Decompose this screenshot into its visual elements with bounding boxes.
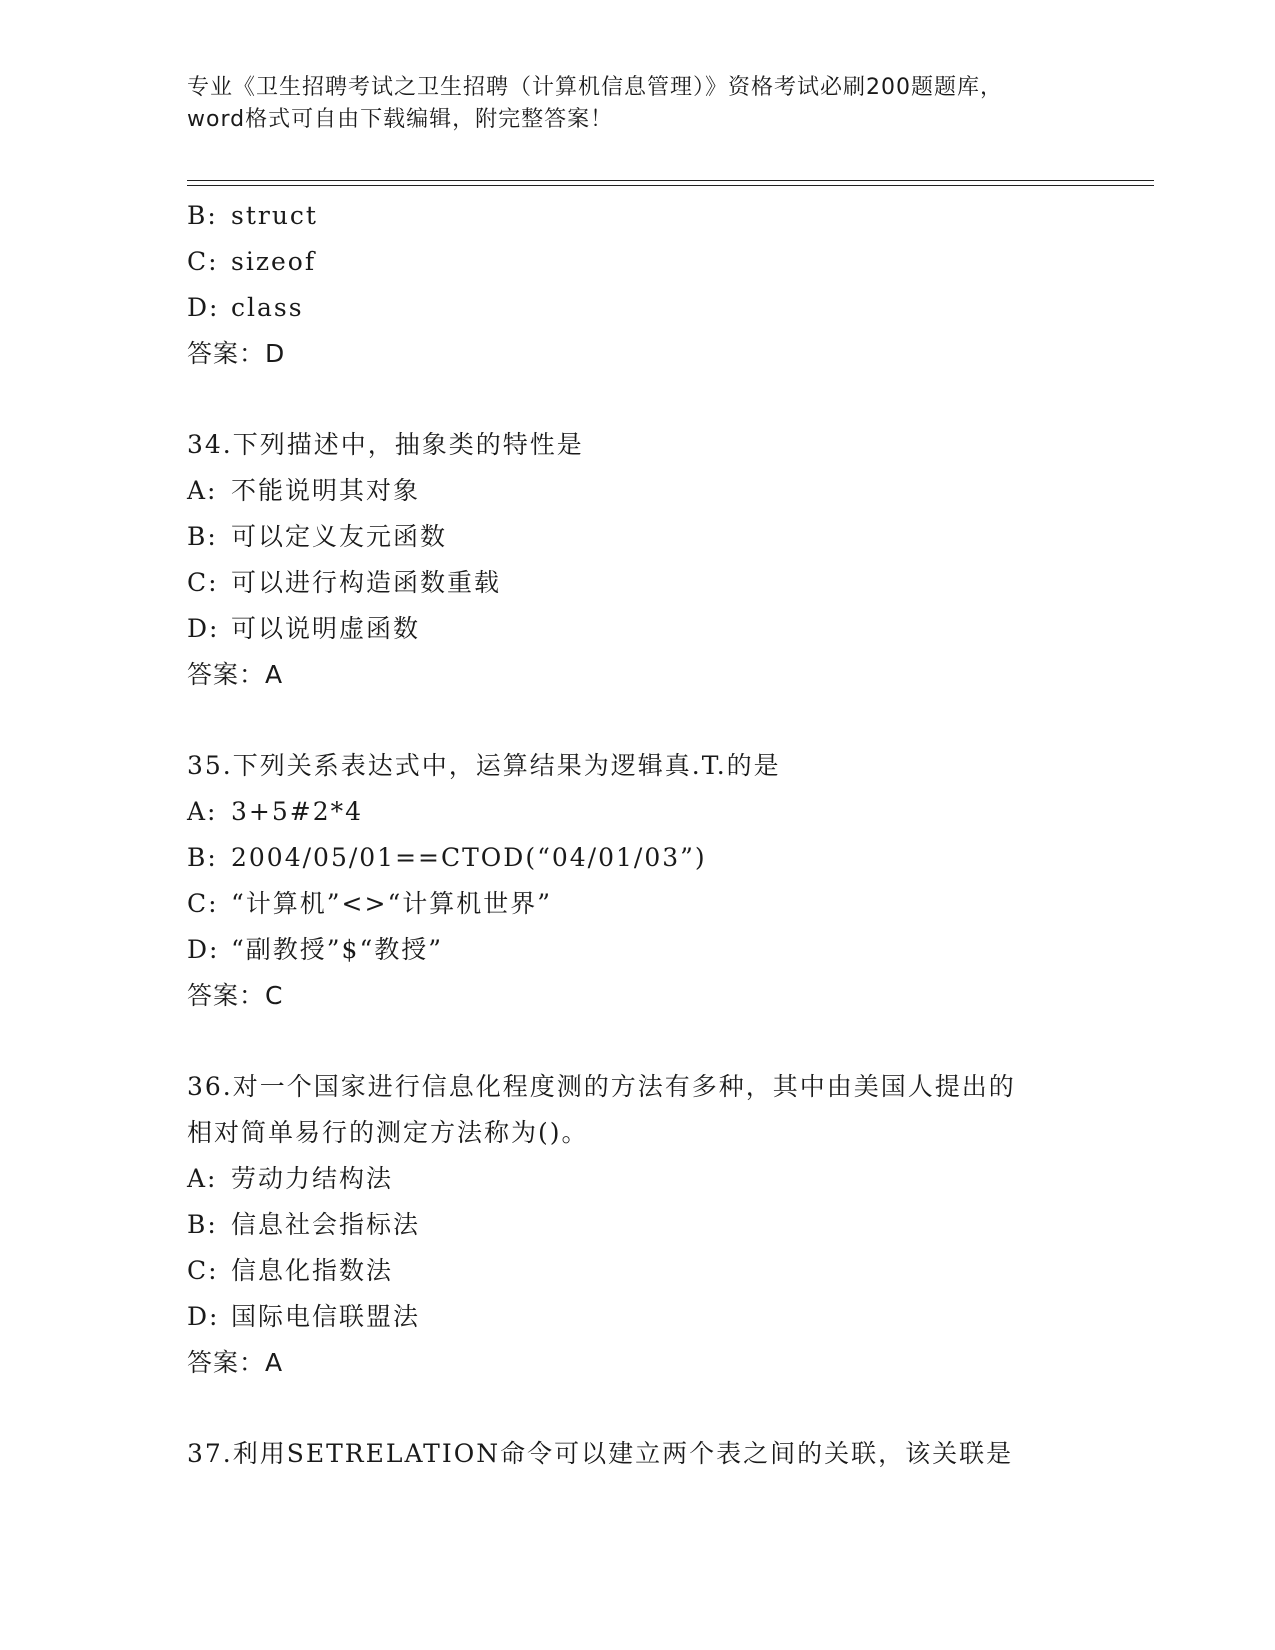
answer-line: 答案：A xyxy=(187,1348,284,1377)
option-text: 可以进行构造函数重载 xyxy=(231,568,502,597)
answer-line: 答案：A xyxy=(187,660,284,689)
option-line xyxy=(187,789,1167,835)
option-line xyxy=(187,239,1167,285)
option-line xyxy=(187,927,1167,973)
option-label: A: xyxy=(187,476,218,505)
option-line xyxy=(187,835,1167,881)
option-line xyxy=(187,560,1167,606)
option-label: B: xyxy=(187,522,218,551)
option-label: C: xyxy=(187,1256,219,1285)
option-text: 可以定义友元函数 xyxy=(231,522,448,551)
option-label: B: xyxy=(187,1210,218,1239)
option-text: class xyxy=(231,293,304,322)
header-divider-top xyxy=(187,180,1154,181)
header-line-2: word格式可自由下载编辑，附完整答案！ xyxy=(187,107,614,132)
option-line xyxy=(187,468,1167,514)
option-label: C: xyxy=(187,568,219,597)
option-text: 信息化指数法 xyxy=(231,1256,394,1285)
option-label: D: xyxy=(187,293,220,322)
option-text: “副教授”$“教授” xyxy=(231,935,444,964)
question-stem: 37.利用SETRELATION命令可以建立两个表之间的关联，该关联是 xyxy=(187,1439,1014,1468)
option-text: 3+5#2*4 xyxy=(231,797,364,826)
option-line xyxy=(187,1202,1167,1248)
option-line xyxy=(187,1294,1167,1340)
option-text: sizeof xyxy=(231,247,317,276)
option-text: “计算机”<>“计算机世界” xyxy=(231,889,553,918)
option-label: B: xyxy=(187,201,218,230)
option-text: 不能说明其对象 xyxy=(231,476,421,505)
option-label: A: xyxy=(187,797,218,826)
option-text: 可以说明虚函数 xyxy=(231,614,421,643)
question-block-35 xyxy=(187,743,1167,1019)
question-stem: 34.下列描述中，抽象类的特性是 xyxy=(187,430,584,459)
question-list xyxy=(187,193,1167,1477)
option-label: C: xyxy=(187,247,219,276)
option-label: B: xyxy=(187,843,218,872)
option-line xyxy=(187,193,1167,239)
option-label: C: xyxy=(187,889,219,918)
option-line xyxy=(187,285,1167,331)
option-text: 信息社会指标法 xyxy=(231,1210,421,1239)
option-line xyxy=(187,1156,1167,1202)
option-label: D: xyxy=(187,935,220,964)
option-line xyxy=(187,1248,1167,1294)
document-header xyxy=(187,72,1087,136)
question-block-36 xyxy=(187,1064,1167,1386)
question-stem-continued: 相对简单易行的测定方法称为()。 xyxy=(187,1118,589,1147)
option-line xyxy=(187,514,1167,560)
option-text: struct xyxy=(231,201,318,230)
option-line xyxy=(187,606,1167,652)
header-line-1: 专业《卫生招聘考试之卫生招聘（计算机信息管理）》资格考试必刷200题题库， xyxy=(187,75,1003,100)
question-block-34 xyxy=(187,422,1167,698)
option-text: 劳动力结构法 xyxy=(231,1164,394,1193)
option-label: D: xyxy=(187,1302,220,1331)
header-divider-bottom xyxy=(187,185,1154,186)
option-label: A: xyxy=(187,1164,218,1193)
option-text: 2004/05/01==CTOD(“04/01/03”) xyxy=(231,843,707,872)
question-block-continued xyxy=(187,193,1167,377)
answer-line: 答案：D xyxy=(187,339,286,368)
option-text: 国际电信联盟法 xyxy=(231,1302,421,1331)
option-label: D: xyxy=(187,614,220,643)
answer-line: 答案：C xyxy=(187,981,284,1010)
question-stem: 36.对一个国家进行信息化程度测的方法有多种，其中由美国人提出的 xyxy=(187,1072,1016,1101)
question-block-37 xyxy=(187,1431,1167,1477)
question-stem: 35.下列关系表达式中，运算结果为逻辑真.T.的是 xyxy=(187,751,781,780)
option-line xyxy=(187,881,1167,927)
